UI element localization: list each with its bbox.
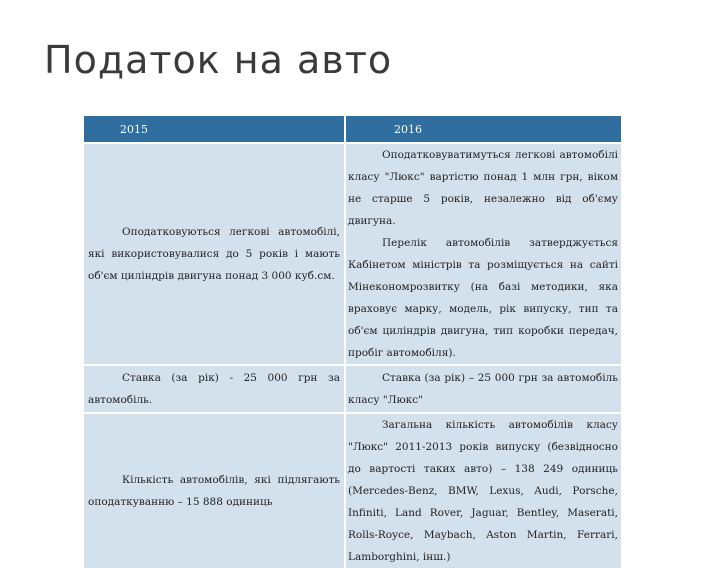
slide-title: Податок на авто	[44, 38, 393, 82]
cell-2016-scope	[345, 143, 621, 365]
table-row	[84, 143, 621, 365]
comparison-table	[84, 116, 621, 568]
cell-2015-scope	[84, 143, 345, 365]
header-2016: 2016	[345, 116, 621, 143]
cell-text: Ставка (за рік) – 25 000 грн за автомобіль класу "Люкс"	[348, 372, 618, 406]
table-row	[84, 413, 621, 568]
cell-text: Загальна кількість автомобілів класу "Люкс" 2011-2013 років випуску (безвідносно до вартості таких авто) – 138 249 одиниць (Mercedes-Benz, BMW, Lexus, Audi, Porsche, Infiniti, Land Rover, Jaguar, Bentley, Maserati, Rolls-Royce, Maybach, Aston Martin, Ferrari, Lamborghini, інш.)	[348, 419, 618, 563]
cell-text: Перелік автомобілів затверджується Кабінетом міністрів та розміщується на сайті Мінекономрозвитку (на базі методики, яка враховує марку, модель, рік випуску, тип та об'єм циліндрів двигуна, тип коробки передач, пробіг автомобіля).	[348, 237, 618, 359]
cell-text: Оподатковуються легкові автомобілі, які використовувалися до 5 років і мають об'єм циліндрів двигуна понад 3 000 куб.см.	[88, 226, 340, 282]
cell-2015-count	[84, 413, 345, 568]
cell-2015-rate	[84, 365, 345, 413]
cell-text: Ставка (за рік) - 25 000 грн за автомобіль.	[88, 372, 340, 406]
table-row	[84, 365, 621, 413]
cell-text: Кількість автомобілів, які підлягають оподаткуванню – 15 888 одиниць	[88, 474, 340, 508]
table-header-row	[84, 116, 621, 143]
cell-2016-count	[345, 413, 621, 568]
cell-2016-rate	[345, 365, 621, 413]
header-2015: 2015	[84, 116, 345, 143]
cell-text: Оподатковуватимуться легкові автомобілі класу "Люкс" вартістю понад 1 млн грн, віком не старше 5 років, незалежно від об'єму двигуна.	[348, 149, 618, 227]
